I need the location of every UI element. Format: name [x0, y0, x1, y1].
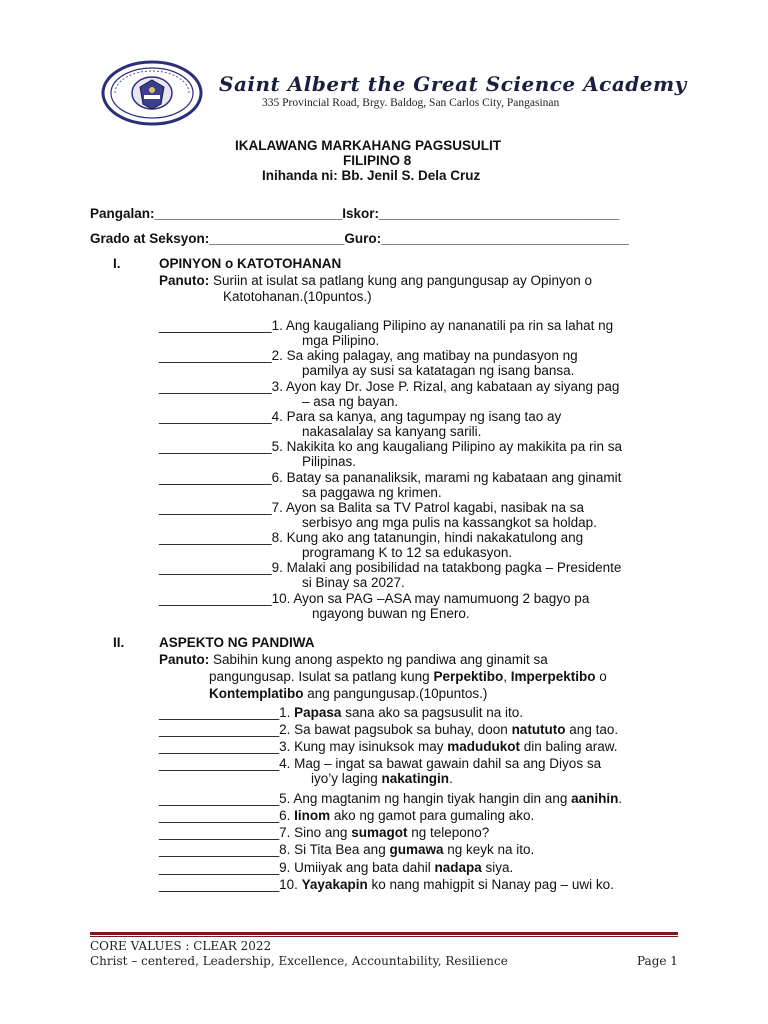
cont-text-end: . — [449, 771, 453, 786]
footer-rule-thick — [90, 932, 678, 935]
question-text-end: . — [618, 791, 623, 806]
question-text-end: ang tao. — [565, 722, 619, 737]
verb-highlight: madudukot — [447, 739, 520, 754]
question-text: _______________7. Ayon sa Balita sa TV Patrol kagabi, nasibak na sa — [159, 499, 585, 515]
exam-author: Inihanda ni: Bb. Jenil S. Dela Cruz — [262, 168, 481, 183]
instruction-label: Panuto: — [159, 273, 210, 288]
question-text-end: ng telepono? — [407, 825, 490, 840]
question-item[interactable] — [159, 791, 622, 806]
core-values-label: CORE VALUES : CLEAR 2022 — [90, 939, 272, 953]
footer-rule-thin — [90, 936, 678, 937]
instruction-comma: , — [503, 669, 511, 684]
part1-numeral: I. — [113, 256, 121, 271]
verb-highlight: sumagot — [351, 825, 408, 840]
verb-highlight: gumawa — [389, 842, 444, 857]
exam-subject: FILIPINO 8 — [343, 153, 412, 168]
question-text-cont: ngayong buwan ng Enero. — [312, 605, 470, 621]
question-item[interactable] — [159, 842, 534, 857]
question-item[interactable] — [159, 470, 621, 500]
verb-highlight: Yayakapin — [301, 877, 368, 892]
question-item[interactable] — [159, 439, 622, 469]
school-address: 335 Provincial Road, Brgy. Baldog, San Carlos City, Pangasinan — [262, 97, 560, 109]
question-text: ________________1. — [159, 705, 295, 720]
verb-highlight: nakatingin — [381, 771, 450, 786]
question-text: _______________8. Kung ako ang tatanungin, hindi nakakatulong ang — [159, 530, 584, 546]
term-imperpektibo: Imperpektibo — [510, 669, 596, 684]
school-seal-logo — [101, 60, 203, 126]
question-item[interactable] — [159, 722, 618, 737]
question-text-end: sana ako sa pagsusulit na ito. — [341, 705, 524, 720]
grade-teacher-field[interactable]: Grado at Seksyon:__________________Guro:_________________________________ — [90, 231, 629, 246]
verb-highlight: Iinom — [294, 808, 331, 823]
question-text: ________________6. — [159, 808, 295, 823]
question-text-cont: si Binay sa 2027. — [302, 575, 405, 591]
question-item[interactable] — [159, 739, 618, 754]
question-text-cont: serbisyo ang mga pulis na kassangkot sa holdap. — [302, 514, 597, 530]
question-text: _______________5. Nakikita ko ang kaugaliang Pilipino ay makikita pa rin sa — [159, 439, 623, 455]
part1-heading: OPINYON o KATOTOHANAN — [159, 256, 342, 271]
part2-instruction-line3 — [209, 686, 487, 702]
instruction-text: Suriin at isulat sa patlang kung ang pangungusap ay Opinyon o — [209, 273, 593, 288]
question-text-end: siya. — [481, 860, 514, 875]
exam-title: IKALAWANG MARKAHANG PAGSUSULIT — [235, 138, 501, 153]
term-perpektibo: Perpektibo — [433, 669, 504, 684]
question-text: ________________10. — [159, 877, 302, 892]
verb-highlight: natututo — [511, 722, 566, 737]
part2-heading: ASPEKTO NG PANDIWA — [159, 635, 315, 650]
question-item[interactable] — [159, 318, 613, 348]
part1-instruction-cont: Katotohanan.(10puntos.) — [223, 289, 372, 304]
question-text-cont: – asa ng bayan. — [302, 393, 399, 409]
part2-numeral: II. — [113, 635, 125, 650]
question-text-cont — [159, 771, 601, 786]
question-text-end: ako ng gamot para gumaling ako. — [330, 808, 535, 823]
question-item[interactable] — [159, 756, 601, 786]
question-text-cont: pamilya ay susi sa katatagan ng isang bansa. — [302, 363, 575, 379]
question-text: _______________9. Malaki ang posibilidad na tatakbong pagka – Presidente — [159, 560, 622, 576]
verb-highlight: nadapa — [434, 860, 482, 875]
question-item[interactable] — [159, 409, 561, 439]
part1-instruction — [159, 273, 592, 289]
instruction-label: Panuto: — [159, 652, 210, 667]
question-item[interactable] — [159, 348, 578, 378]
cont-text: iyo’y laging — [311, 771, 382, 786]
question-text: _______________6. Batay sa pananaliksik, marami ng kabataan ang ginamit — [159, 469, 622, 485]
instruction-text: ang pangungusap.(10puntos.) — [303, 686, 488, 701]
question-item[interactable] — [159, 500, 597, 530]
question-text-cont: programang K to 12 sa edukasyon. — [302, 545, 513, 561]
instruction-o: o — [595, 669, 607, 684]
question-text: _______________4. Para sa kanya, ang tagumpay ng isang tao ay — [159, 408, 562, 424]
question-text: _______________10. Ayon sa PAG –ASA may namumuong 2 bagyo pa — [159, 590, 590, 606]
question-item[interactable] — [159, 591, 589, 621]
question-text-end: din baling araw. — [519, 739, 618, 754]
name-score-field[interactable]: Pangalan:_________________________Iskor:________________________________ — [90, 206, 620, 221]
question-item[interactable] — [159, 530, 583, 560]
question-text: ________________3. Kung may isinuksok may — [159, 739, 448, 754]
core-values-list: Christ – centered, Leadership, Excellence, Accountability, Resilience — [90, 954, 508, 968]
question-text: ________________5. Ang magtanim ng hangin tiyak hangin din ang — [159, 791, 572, 806]
verb-highlight: aanihin — [571, 791, 619, 806]
question-item[interactable] — [159, 379, 619, 409]
instruction-text: Sabihin kung anong aspekto ng pandiwa ang ginamit sa — [209, 652, 548, 667]
question-item[interactable] — [159, 560, 621, 590]
question-text: ________________8. Si Tita Bea ang — [159, 842, 390, 857]
question-text: ________________2. Sa bawat pagsubok sa buhay, doon — [159, 722, 512, 737]
question-text: _______________2. Sa aking palagay, ang matibay na pundasyon ng — [159, 348, 578, 364]
page-number: Page 1 — [637, 954, 678, 968]
verb-highlight: Papasa — [294, 705, 342, 720]
question-text-end: ng keyk na ito. — [443, 842, 535, 857]
question-text: _______________3. Ayon kay Dr. Jose P. Rizal, ang kabataan ay siyang pag — [159, 378, 620, 394]
question-text-cont: Pilipinas. — [302, 454, 357, 470]
part2-instruction — [159, 652, 548, 668]
question-text-cont: nakasalalay sa kanyang sarili. — [302, 423, 482, 439]
question-item[interactable] — [159, 825, 489, 840]
question-text: _______________1. Ang kaugaliang Pilipino ay nananatili pa rin sa lahat ng — [159, 318, 614, 333]
school-name: Saint Albert the Great Science Academy — [219, 72, 687, 96]
question-text: ________________9. Umiiyak ang bata dahil — [159, 860, 435, 875]
question-item[interactable] — [159, 877, 614, 892]
term-kontemplatibo: Kontemplatibo — [209, 686, 304, 701]
question-text-cont: mga Pilipino. — [302, 333, 380, 348]
question-text-cont: sa paggawa ng krimen. — [302, 484, 442, 500]
part2-instruction-line2 — [209, 669, 607, 685]
question-item[interactable] — [159, 808, 534, 823]
instruction-text: pangungusap. Isulat sa patlang kung — [209, 669, 434, 684]
question-text-end: ko nang mahigpit si Nanay pag – uwi ko. — [367, 877, 614, 892]
question-text: ________________7. Sino ang — [159, 825, 352, 840]
question-item[interactable] — [159, 860, 513, 875]
question-item[interactable] — [159, 705, 523, 720]
question-text: ________________4. Mag – ingat sa bawat gawain dahil sa ang Diyos sa — [159, 756, 602, 771]
